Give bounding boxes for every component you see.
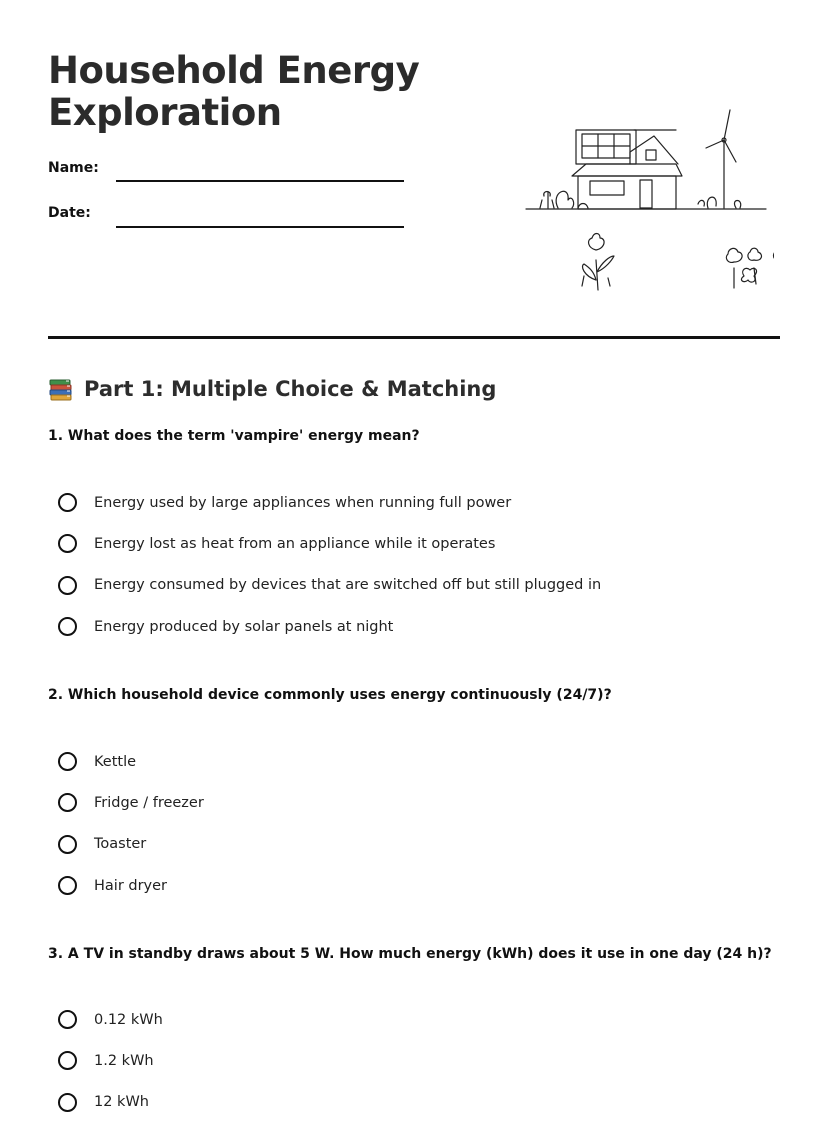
radio-button[interactable]: [58, 493, 77, 512]
radio-button[interactable]: [58, 1010, 77, 1029]
question-2-text: 2. Which household device commonly uses energy continuously (24/7)?: [48, 687, 612, 703]
radio-button[interactable]: [58, 534, 77, 553]
part1-heading: [48, 374, 496, 404]
radio-button[interactable]: [58, 835, 77, 854]
option-label: Energy lost as heat from an appliance while it operates: [94, 535, 496, 552]
option-label: 0.12 kWh: [94, 1011, 163, 1028]
radio-button[interactable]: [58, 576, 77, 595]
question-1-option-b[interactable]: [58, 523, 601, 564]
question-3-option-c[interactable]: [58, 1082, 163, 1123]
question-2-option-b[interactable]: [58, 782, 204, 823]
question-1-option-c[interactable]: [58, 565, 601, 606]
option-label: Energy produced by solar panels at night: [94, 618, 394, 635]
worksheet-title: Household Energy Exploration: [48, 49, 420, 134]
question-2-options: [58, 741, 204, 906]
house-solar-wind-illustration: [522, 100, 774, 296]
option-label: 1.2 kWh: [94, 1052, 154, 1069]
radio-button[interactable]: [58, 876, 77, 895]
question-1-options: [58, 482, 601, 647]
radio-button[interactable]: [58, 793, 77, 812]
radio-button[interactable]: [58, 1051, 77, 1070]
question-2-option-c[interactable]: [58, 824, 204, 865]
question-3-text: 3. A TV in standby draws about 5 W. How much energy (kWh) does it use in one day (24 h)?: [48, 946, 772, 962]
option-label: Hair dryer: [94, 877, 168, 894]
question-2-option-d[interactable]: [58, 865, 204, 906]
date-field-line[interactable]: [116, 226, 404, 228]
option-label: Kettle: [94, 753, 137, 770]
option-label: Energy used by large appliances when running full power: [94, 494, 512, 511]
name-label: Name:: [48, 160, 99, 176]
option-label: 12 kWh: [94, 1094, 149, 1111]
radio-button[interactable]: [58, 1093, 77, 1112]
question-2-option-a[interactable]: [58, 741, 204, 782]
books-icon: [48, 376, 74, 402]
question-1-text: 1. What does the term 'vampire' energy mean?: [48, 428, 420, 444]
date-label: Date:: [48, 205, 91, 221]
name-field-line[interactable]: [116, 180, 404, 182]
question-1-option-a[interactable]: [58, 482, 601, 523]
option-label: Fridge / freezer: [94, 794, 204, 811]
option-label: Energy consumed by devices that are switched off but still plugged in: [94, 577, 602, 594]
header-divider: [48, 336, 780, 339]
option-label: Toaster: [94, 836, 147, 853]
question-3-option-a[interactable]: [58, 999, 163, 1040]
radio-button[interactable]: [58, 617, 77, 636]
radio-button[interactable]: [58, 752, 77, 771]
worksheet-page: [48, 0, 780, 1118]
part1-title: Part 1: Multiple Choice & Matching: [84, 377, 497, 401]
question-3-options: [58, 999, 163, 1123]
question-1-option-d[interactable]: [58, 606, 601, 647]
question-3-option-b[interactable]: [58, 1040, 163, 1081]
